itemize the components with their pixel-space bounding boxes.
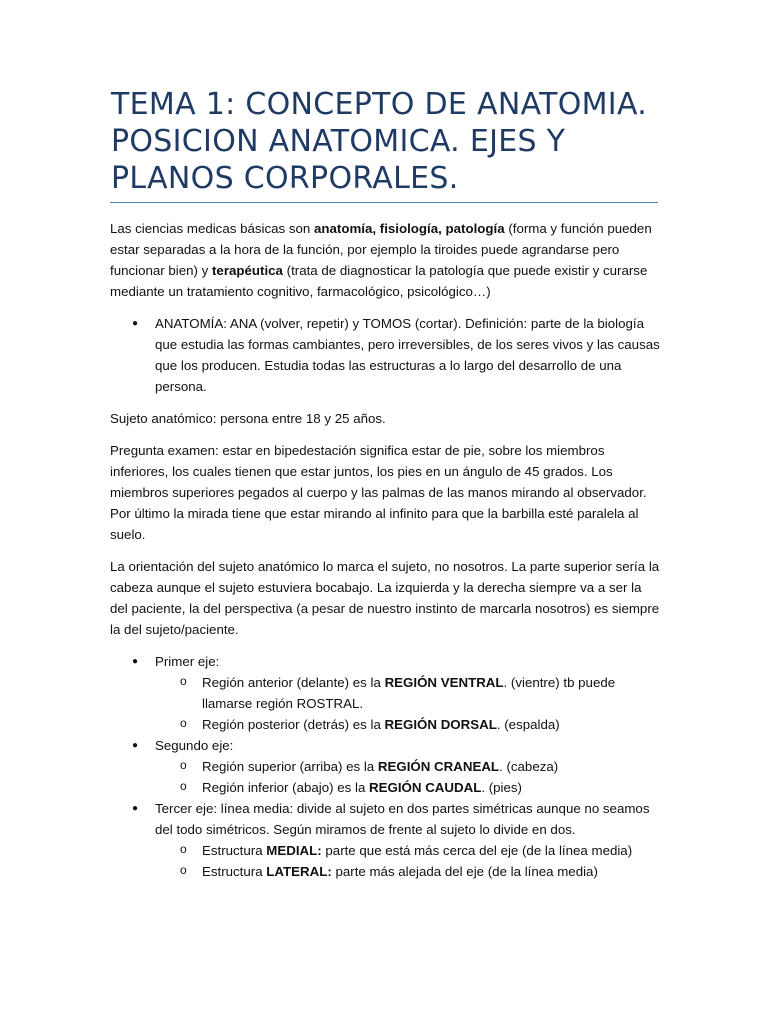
page-title — [111, 86, 671, 197]
lateral-text-2: parte más alejada del eje (de la línea media) — [331, 864, 598, 879]
ejes-list — [110, 651, 660, 882]
craneal-text-2: . (cabeza) — [499, 759, 559, 774]
segundo-eje-label: Segundo eje: — [155, 738, 234, 753]
orientacion-paragraph: La orientación del sujeto anatómico lo marca el sujeto, no nosotros. La parte superior sería la cabeza aunque el sujeto estuviera bocabajo. La izquierda y la derecha siempre va a ser la del paciente, la del perspectiva (a pesar de nuestro instinto de marcarla nosotros) es siempre la del sujeto/paciente. — [110, 559, 660, 637]
dorsal-text-1: Región posterior (detrás) es la — [202, 717, 385, 732]
primer-eje-item — [110, 651, 660, 735]
primer-eje-sublist — [155, 672, 660, 735]
intro-text-2: (forma y función pueden estar separadas a la hora de la función, por ejemplo la tiroides puede agrandarse pero funcionar bien) y — [110, 221, 652, 278]
region-craneal-item — [155, 756, 660, 777]
tercer-eje-item — [110, 798, 660, 882]
segundo-eje-sublist — [155, 756, 660, 798]
tercer-eje-sublist — [155, 840, 660, 882]
lateral-bold: LATERAL: — [266, 864, 332, 879]
anatomia-bullet: ● ANATOMÍA: ANA (volver, repetir) y TOMOS (cortar). Definición: parte de la biología que estudia las formas cambiantes, pero irreversibles, de los seres vivos y las causas que los producen. Estudia todas las estructuras a lo largo del desarrollo de una persona. — [110, 313, 660, 397]
region-dorsal-item — [155, 714, 660, 735]
caudal-bold: REGIÓN CAUDAL — [369, 780, 482, 795]
tercer-eje-label: Tercer eje: línea media: divide al sujeto en dos partes simétricas aunque no seamos del todo simétricos. Según miramos de frente al sujeto lo divide en dos. — [155, 801, 650, 837]
ventral-text-2: . (vientre) tb puede llamarse región ROSTRAL. — [202, 675, 616, 711]
estructura-medial-item — [155, 840, 660, 861]
caudal-text-1: Región inferior (abajo) es la — [202, 780, 370, 795]
primer-eje-label: Primer eje: — [155, 654, 220, 669]
intro-text-3: (trata de diagnosticar la patología que puede existir y curarse mediante un tratamiento cognitivo, farmacológico, psicológico…) — [110, 263, 648, 299]
dorsal-text-2: . (espalda) — [496, 717, 560, 732]
title-line-1: TEMA 1: CONCEPTO DE ANATOMIA. — [111, 87, 648, 122]
region-caudal-item — [155, 777, 660, 798]
region-ventral-item — [155, 672, 660, 714]
title-line-3: PLANOS CORPORALES. — [111, 161, 459, 196]
segundo-eje-item — [110, 735, 660, 798]
ventral-text-1: Región anterior (delante) es la — [202, 675, 385, 690]
anatomia-list — [110, 313, 660, 397]
intro-bold-2: terapéutica — [212, 263, 283, 278]
document-body — [110, 218, 660, 893]
dorsal-bold: REGIÓN DORSAL — [384, 717, 497, 732]
intro-paragraph — [110, 218, 660, 302]
medial-text-2: parte que está más cerca del eje (de la línea media) — [321, 843, 633, 858]
intro-bold-1: anatomía, fisiología, patología — [314, 221, 505, 236]
pregunta-paragraph: Pregunta examen: estar en bipedestación significa estar de pie, sobre los miembros inferiores, los cuales tienen que estar juntos, los pies en un ángulo de 45 grados. Los miembros superiores pegados al cuerpo y las palmas de las manos mirando al observador. Por último la mirada tiene que estar mirando al infinito para que la barbilla esté paralela al suelo. — [110, 443, 647, 542]
title-line-2: POSICION ANATOMICA. EJES Y — [111, 124, 566, 159]
craneal-text-1: Región superior (arriba) es la — [202, 759, 378, 774]
caudal-text-2: . (pies) — [481, 780, 522, 795]
ventral-bold: REGIÓN VENTRAL — [384, 675, 504, 690]
sujeto-paragraph: Sujeto anatómico: persona entre 18 y 25 años. — [110, 411, 386, 426]
title-underline — [110, 202, 658, 203]
lateral-text-1: Estructura — [202, 864, 267, 879]
medial-bold: MEDIAL: — [266, 843, 322, 858]
craneal-bold: REGIÓN CRANEAL — [377, 759, 500, 774]
estructura-lateral-item — [155, 861, 660, 882]
intro-text-1: Las ciencias medicas básicas son — [110, 221, 314, 236]
medial-text-1: Estructura — [202, 843, 267, 858]
